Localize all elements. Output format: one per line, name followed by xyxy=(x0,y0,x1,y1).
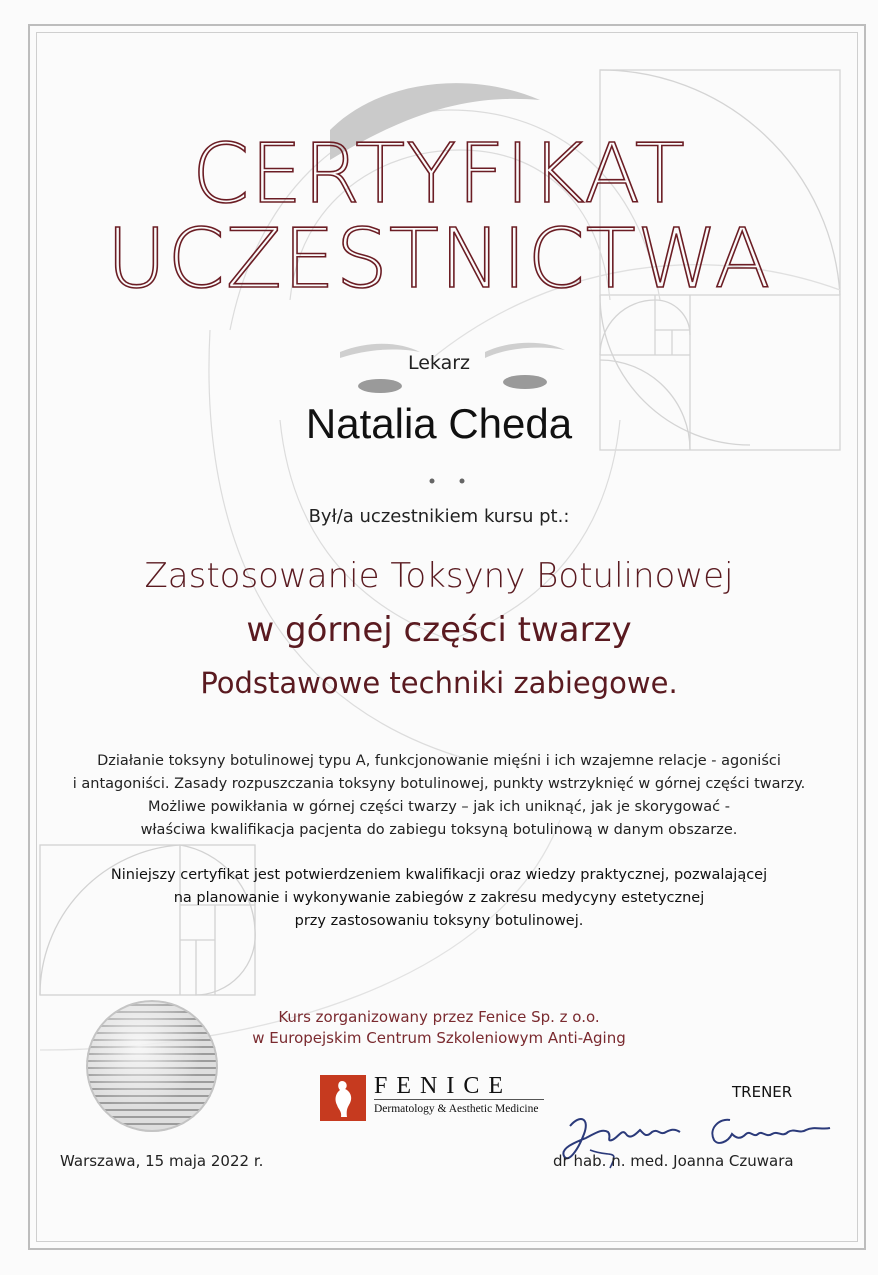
description-line: Możliwe powikłania w górnej części twarzy – jak ich uniknąć, jak je skorygować - xyxy=(148,799,730,815)
course-title-line2: w górnej części twarzy xyxy=(246,610,632,650)
certificate-title-line1: CERTYFIKAT xyxy=(192,127,686,222)
course-title-line1: Zastosowanie Toksyny Botulinowej xyxy=(144,556,734,596)
logo-subtitle: Dermatology & Aesthetic Medicine xyxy=(374,1103,539,1115)
description-line: właściwa kwalifikacja pacjenta do zabiegu toksyną botulinową w danym obszarze. xyxy=(140,822,738,838)
participation-text: Był/a uczestnikiem kursu pt.: xyxy=(308,506,570,527)
description-line: i antagoniści. Zasady rozpuszczania toksyny botulinowej, punkty wstrzyknięć w górnej części twarzy. xyxy=(72,776,806,792)
trainer-label: TRENER xyxy=(732,1083,793,1101)
fenice-logo xyxy=(320,1075,550,1125)
place-and-date: Warszawa, 15 maja 2022 r. xyxy=(60,1152,264,1170)
figure-silhouette-icon xyxy=(320,1075,366,1121)
confirmation-line: przy zastosowaniu toksyny botulinowej. xyxy=(294,913,584,929)
organizer-line: w Europejskim Centrum Szkoleniowym Anti-Aging xyxy=(252,1029,626,1047)
confirmation-line: na planowanie i wykonywanie zabiegów z zakresu medycyny estetycznej xyxy=(173,890,705,906)
confirmation-line: Niniejszy certyfikat jest potwierdzeniem kwalifikacji oraz wiedzy praktycznej, pozwalającej xyxy=(110,867,768,883)
fenice-logo-icon xyxy=(320,1075,366,1121)
course-subtitle: Podstawowe techniki zabiegowe. xyxy=(200,666,678,700)
certificate-title-line2: UCZESTNICTWA xyxy=(106,212,772,307)
participant-name: Natalia Cheda xyxy=(305,400,573,447)
participant-role: Lekarz xyxy=(407,352,471,374)
trainer-name: dr hab. n. med. Joanna Czuwara xyxy=(553,1152,794,1170)
logo-wordmark: FENICE xyxy=(374,1073,512,1099)
confirmation-statement xyxy=(0,864,878,933)
hologram-seal-icon xyxy=(86,1000,218,1132)
organizer-line: Kurs zorganizowany przez Fenice Sp. z o.o. xyxy=(278,1008,600,1026)
logo-divider xyxy=(374,1099,544,1100)
course-description xyxy=(0,750,878,842)
description-line: Działanie toksyny botulinowej typu A, funkcjonowanie mięśni i ich wzajemne relacje - agoniści xyxy=(97,753,781,769)
